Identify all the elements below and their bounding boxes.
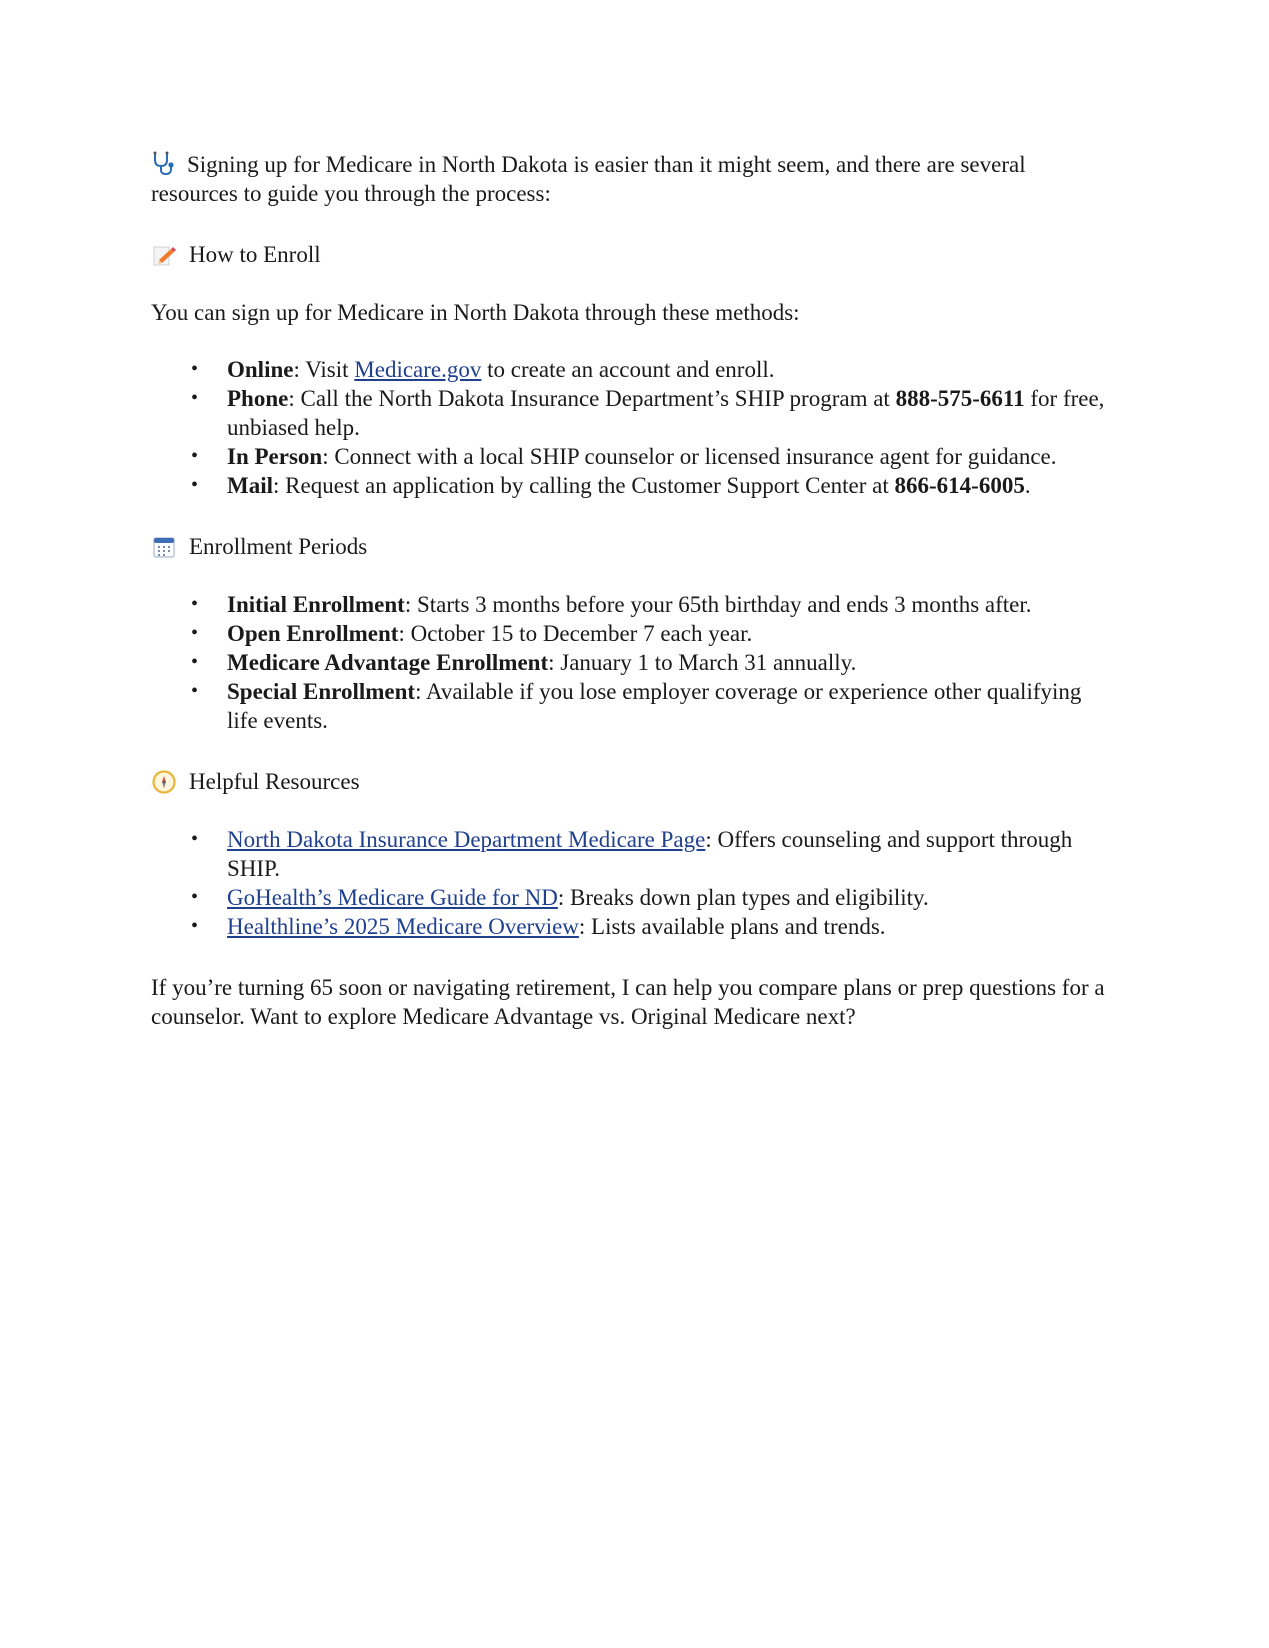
nd-insurance-department-link[interactable]: North Dakota Insurance Department Medicare Page [227, 827, 706, 852]
resources-list [151, 825, 1111, 941]
enrollment-periods-title: Enrollment Periods [189, 534, 368, 559]
closing-paragraph: If you’re turning 65 soon or navigating retirement, I can help you compare plans or prep questions for a counselor. Want to explore Medicare Advantage vs. Original Medicare next? [151, 975, 1105, 1029]
medicare-gov-link[interactable]: Medicare.gov [354, 357, 482, 382]
document-page [151, 150, 1111, 1031]
period-label: Open Enrollment [227, 621, 399, 646]
helpful-resources-title: Helpful Resources [189, 769, 360, 794]
ship-phone-number: 888-575-6611 [895, 386, 1025, 411]
enrollment-periods-heading [151, 532, 1111, 561]
healthline-overview-link[interactable]: Healthline’s 2025 Medicare Overview [227, 914, 579, 939]
stethoscope-icon [151, 150, 177, 176]
list-item: • Initial Enrollment: Starts 3 months before your 65th birthday and ends 3 months after. [191, 592, 1032, 617]
list-item: • Phone: Call the North Dakota Insurance Department’s SHIP program at 888-575-6611 for free, unbiased help. [191, 386, 1105, 440]
list-item: • In Person: Connect with a local SHIP counselor or licensed insurance agent for guidance. [191, 444, 1057, 469]
memo-pencil-icon [151, 242, 177, 268]
enroll-lead: You can sign up for Medicare in North Dakota through these methods: [151, 300, 800, 325]
list-item: • GoHealth’s Medicare Guide for ND: Breaks down plan types and eligibility. [191, 885, 929, 910]
list-item: • Special Enrollment: Available if you lose employer coverage or experience other qualifying life events. [191, 679, 1082, 733]
calendar-icon [151, 534, 177, 560]
enroll-methods-list [151, 355, 1111, 500]
compass-icon [151, 769, 177, 795]
period-label: Special Enrollment [227, 679, 416, 704]
list-item: • Mail: Request an application by calling the Customer Support Center at 866-614-6005. [191, 473, 1031, 498]
support-phone-number: 866-614-6005 [894, 473, 1025, 498]
intro-paragraph [151, 150, 1111, 208]
gohealth-guide-link[interactable]: GoHealth’s Medicare Guide for ND [227, 885, 558, 910]
method-label: Phone [227, 386, 289, 411]
intro-text: Signing up for Medicare in North Dakota is easier than it might seem, and there are several resources to guide you through the process: [151, 152, 1026, 206]
period-label: Initial Enrollment [227, 592, 405, 617]
list-item: • Open Enrollment: October 15 to December 7 each year. [191, 621, 753, 646]
list-item: • Healthline’s 2025 Medicare Overview: Lists available plans and trends. [191, 914, 886, 939]
enrollment-periods-list [151, 590, 1111, 735]
how-to-enroll-title: How to Enroll [189, 242, 321, 267]
list-item: • Online: Visit Medicare.gov to create an account and enroll. [191, 357, 775, 382]
list-item: • Medicare Advantage Enrollment: January 1 to March 31 annually. [191, 650, 857, 675]
method-label: Online [227, 357, 294, 382]
method-label: Mail [227, 473, 273, 498]
period-label: Medicare Advantage Enrollment [227, 650, 549, 675]
list-item: • North Dakota Insurance Department Medicare Page: Offers counseling and support through SHIP. [191, 827, 1073, 881]
how-to-enroll-heading [151, 240, 1111, 269]
method-label: In Person [227, 444, 323, 469]
helpful-resources-heading [151, 767, 1111, 796]
